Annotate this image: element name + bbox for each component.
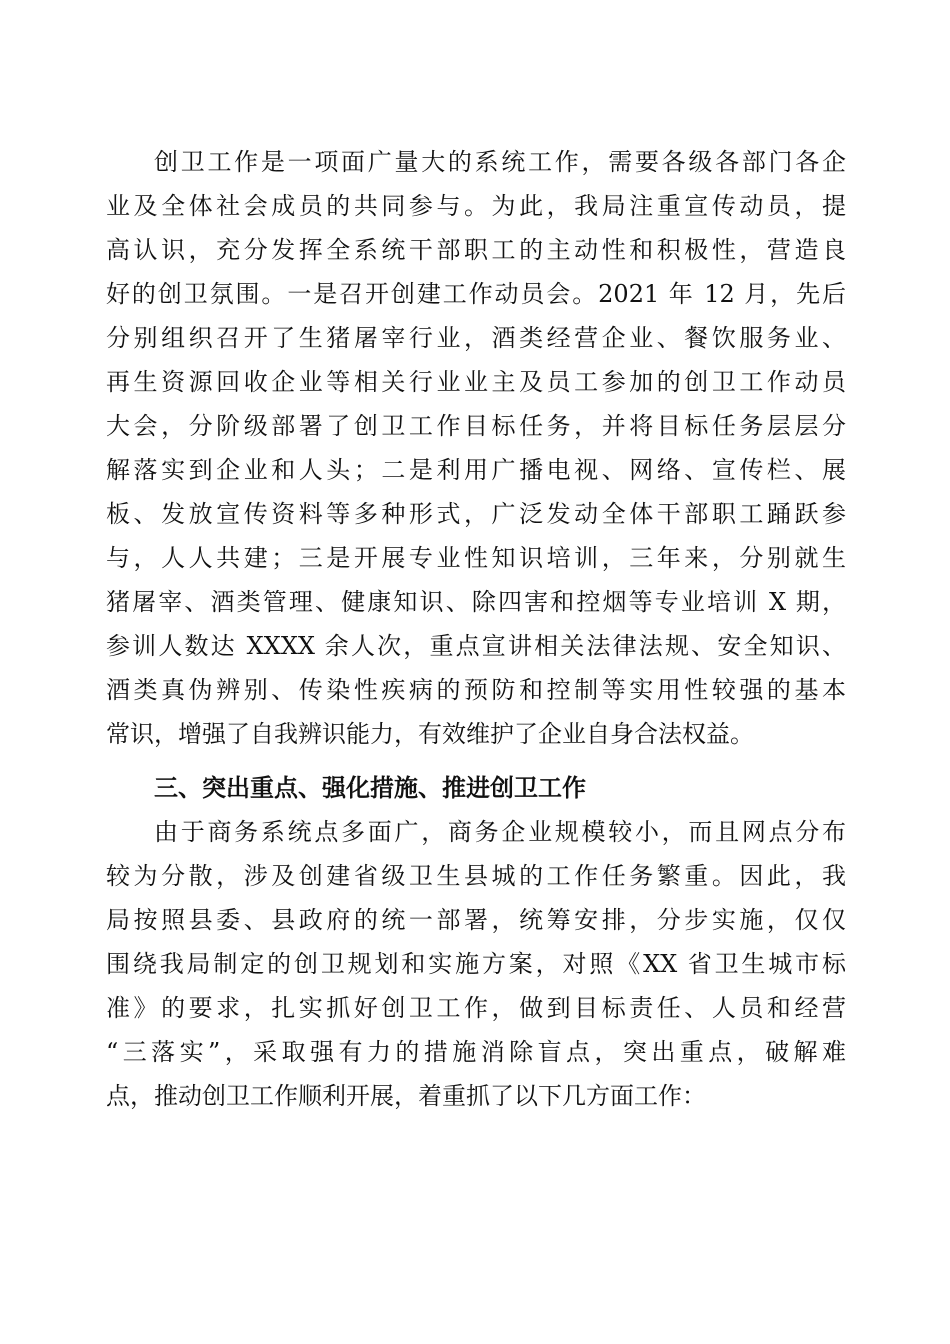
paragraph-line: 创卫工作是一项面广量大的系统工作，需要各级各部门各企 <box>154 148 846 176</box>
paragraph-line: 点，推动创卫工作顺利开展，着重抓了以下几方面工作： <box>106 1082 706 1110</box>
paragraph-line: 与，人人共建；三是开展专业性知识培训，三年来，分别就生 <box>106 544 846 572</box>
paragraph-line: 由于商务系统点多面广，商务企业规模较小，而且网点分布 <box>154 818 846 846</box>
paragraph-line: 板、发放宣传资料等多种形式，广泛发动全体干部职工踊跃参 <box>106 500 846 528</box>
paragraph-line: 分别组织召开了生猪屠宰行业，酒类经营企业、餐饮服务业、 <box>106 324 846 352</box>
paragraph-line: 大会，分阶级部署了创卫工作目标任务，并将目标任务层层分 <box>106 412 846 440</box>
paragraph-line: 局按照县委、县政府的统一部署，统筹安排，分步实施，仅仅 <box>106 906 846 934</box>
paragraph-line: 解落实到企业和人头；二是利用广播电视、网络、宣传栏、展 <box>106 456 846 484</box>
section-heading: 三、突出重点、强化措施、推进创卫工作 <box>154 774 586 802</box>
body-paragraph-1 <box>106 140 846 756</box>
paragraph-line: 猪屠宰、酒类管理、健康知识、除四害和控烟等专业培训 X 期， <box>106 588 846 616</box>
body-paragraph-2 <box>106 810 846 1118</box>
paragraph-line: 酒类真伪辨别、传染性疾病的预防和控制等实用性较强的基本 <box>106 676 846 704</box>
paragraph-line: 参训人数达 XXXX 余人次，重点宣讲相关法律法规、安全知识、 <box>106 632 846 660</box>
section-heading-block <box>106 766 846 810</box>
paragraph-line: 再生资源回收企业等相关行业业主及员工参加的创卫工作动员 <box>106 368 846 396</box>
paragraph-line: 高认识，充分发挥全系统干部职工的主动性和积极性，营造良 <box>106 236 846 264</box>
paragraph-line: “三落实”，采取强有力的措施消除盲点，突出重点，破解难 <box>106 1038 846 1066</box>
paragraph-line: 准》的要求，扎实抓好创卫工作，做到目标责任、人员和经营 <box>106 994 846 1022</box>
paragraph-line: 业及全体社会成员的共同参与。为此，我局注重宣传动员，提 <box>106 192 846 220</box>
paragraph-line: 较为分散，涉及创建省级卫生县城的工作任务繁重。因此，我 <box>106 862 846 890</box>
paragraph-line: 围绕我局制定的创卫规划和实施方案，对照《XX 省卫生城市标 <box>106 950 846 978</box>
paragraph-line: 好的创卫氛围。一是召开创建工作动员会。2021 年 12 月，先后 <box>106 280 846 308</box>
paragraph-line: 常识，增强了自我辨识能力，有效维护了企业自身合法权益。 <box>106 720 754 748</box>
